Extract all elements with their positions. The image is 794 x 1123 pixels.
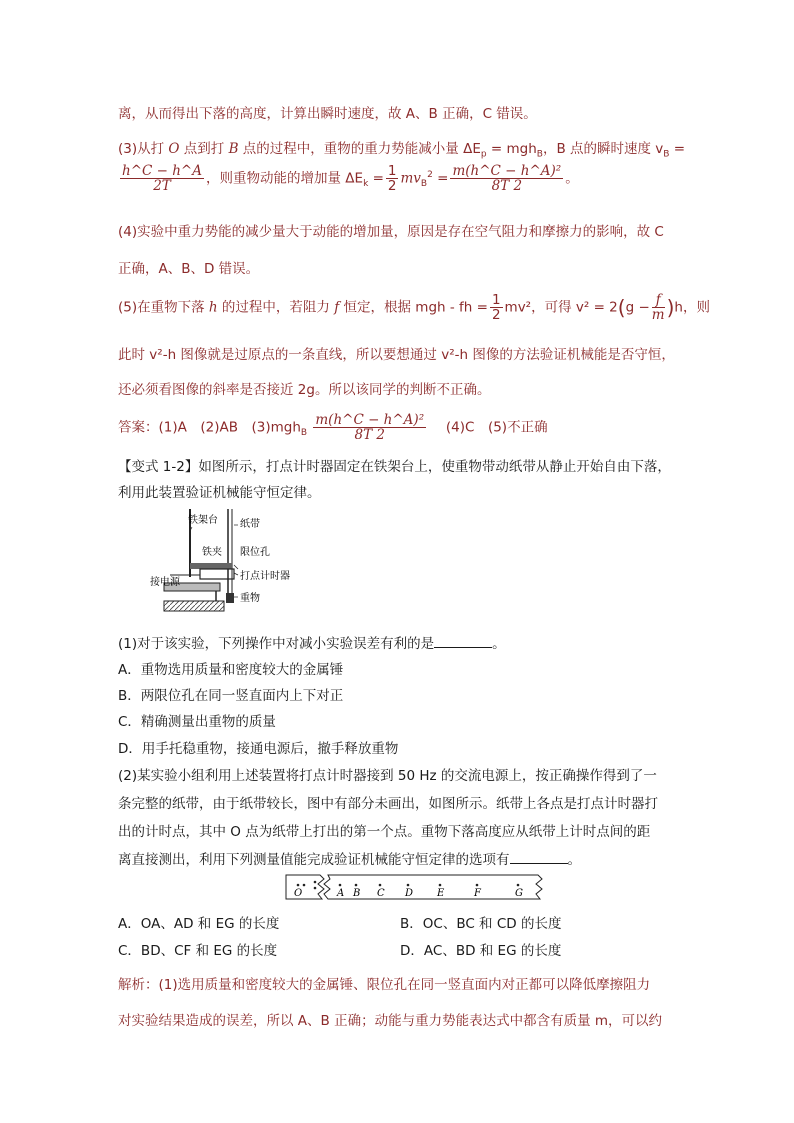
tape-dot [439, 884, 442, 887]
tape-point-label: C [377, 888, 385, 899]
option-c: C．BD、CF 和 EG 的长度 [118, 943, 278, 959]
label-weight: 重物 [240, 593, 260, 604]
label-paper-tape: 纸带 [240, 519, 260, 530]
solution-part-4: (4)实验中重力势能的减少量大于动能的增加量，原因是存在空气阻力和摩擦力的影响，故 C [118, 224, 664, 240]
fraction: $\frac{\text{m(h\textasciicircum{}C − h\textasciicircum{}A)²}}{8T 2}$ [452, 163, 562, 194]
label-iron-clamp: 铁夹 [202, 547, 222, 558]
solution-line: 离，从而得出下落的高度，计算出瞬时速度，故 A、B 正确，C 错误。 [118, 106, 537, 122]
tape-point-label: O [294, 888, 303, 899]
tape-dot [339, 884, 342, 887]
paper-tape-figure [284, 873, 546, 903]
label-iron-stand: 铁架台 [188, 515, 218, 526]
label-timer: 打点计时器 [240, 571, 290, 582]
analysis-line: 对实验结果造成的误差，所以 A、B 正确；动能与重力势能表达式中都含有质量 m，可以约 [118, 1013, 663, 1029]
answer-line: 答案：(1)A (2)AB (3)mgh$_B$ $\frac{\text{m(h\textasciicircum{}C − h\textasciicircum{}A)²}}{8T 2}$ (4)C (5)不正确 [118, 412, 548, 443]
iron-clamp [190, 563, 232, 569]
option-d: D．用手托稳重物，接通电源后，撤手释放重物 [118, 741, 399, 757]
table [164, 601, 224, 611]
leader-line [234, 565, 238, 569]
fraction: $\frac{\text{m(h\textasciicircum{}C − h\textasciicircum{}A)²}}{8T 2}$ [315, 412, 425, 443]
question-2-cont: 条完整的纸带，由于纸带较长，图中有部分未画出，如图所示。纸带上各点是打点计时器打 [118, 796, 658, 812]
tape-point-label: E [437, 888, 445, 899]
fraction: $\frac{1}{2}$ [387, 163, 397, 194]
option-b: B．OC、BC 和 CD 的长度 [400, 916, 562, 932]
tape-dot [303, 884, 306, 887]
timer-body [200, 569, 234, 579]
option-d: D．AC、BD 和 EG 的长度 [400, 943, 562, 959]
question-2: (2)某实验小组利用上述装置将打点计时器接到 50 Hz 的交流电源上，按正确操作得到了一 [118, 768, 657, 784]
fraction: $\frac{f}{m}$ [651, 292, 665, 323]
tape-dot [355, 884, 358, 887]
tape-dot [517, 884, 520, 887]
solution-part-5-cont: 此时 v²-h 图像就是过原点的一条直线，所以要想通过 v²-h 图像的方法验证机械能是否守恒， [118, 347, 675, 363]
tape-dot [297, 884, 300, 887]
tape-point-label: D [405, 888, 414, 899]
question-1: (1)对于该实验，下列操作中对减小实验误差有利的是 。 [118, 636, 506, 652]
fraction: $\frac{1}{2}$ [491, 292, 501, 323]
weight [226, 593, 234, 603]
tape-dot [476, 884, 479, 887]
variant-heading: 【变式 1-2】如图所示，打点计时器固定在铁架台上，使重物带动纸带从静止开始自由下落， [118, 459, 671, 475]
option-b: B．两限位孔在同一竖直面内上下对正 [118, 688, 344, 704]
tape-point-label: B [353, 888, 361, 899]
solution-part-5: (5)在重物下落 h 的过程中，若阻力 f 恒定，根据 mgh - fh = $\frac{1}{2}$ mv²，可得 v² = 2(g − $\frac{f}{m}$ )h，则 [118, 292, 710, 323]
tape-point-label: F [474, 888, 481, 899]
option-a: A．重物选用质量和密度较大的金属锤 [118, 662, 344, 678]
tape-left-segment [286, 875, 324, 899]
solution-part-4-cont: 正确，A、B、D 错误。 [118, 261, 260, 277]
apparatus-figure [140, 505, 290, 618]
option-a: A．OA、AD 和 EG 的长度 [118, 916, 280, 932]
label-power: 接电源 [150, 577, 180, 588]
tape-dot [314, 881, 317, 884]
solution-part-3-formula: $\frac{h\^{}C - h\^{}A}{2T}$ ，则重物动能的增加量 $\Delta E_k$ = $\frac{1}{2}$ $mv_B^2$ = $\frac{\text{m(h\textasciicircum{}C − h\textasciicircum{}A)²}}{8T 2}$ 。 [122, 163, 579, 194]
answer-blank [434, 635, 492, 648]
leader-line [234, 573, 238, 575]
tape-dot [314, 887, 317, 890]
tape-dot [407, 884, 410, 887]
option-c: C．精确测量出重物的质量 [118, 714, 276, 730]
solution-part-5-cont2: 还必须看图像的斜率是否接近 2g。所以该同学的判断不正确。 [118, 382, 491, 398]
question-2-cont: 出的计时点，其中 O 点为纸带上打出的第一个点。重物下落高度应从纸带上计时点间的距 [118, 824, 651, 840]
analysis-line: 解析：(1)选用质量和密度较大的金属锤、限位孔在同一竖直面内对正都可以降低摩擦阻力 [118, 977, 651, 993]
tape-point-label: G [515, 888, 523, 899]
tape-dot [379, 884, 382, 887]
answer-blank [510, 851, 568, 864]
variant-text: 利用此装置验证机械能守恒定律。 [118, 485, 321, 501]
label-limit-hole: 限位孔 [240, 547, 270, 558]
tape-point-label: A [337, 888, 345, 899]
question-2-cont: 离直接测出，利用下列测量值能完成验证机械能守恒定律的选项有 。 [118, 852, 581, 868]
fraction: $\frac{h\^{}C - h\^{}A}{2T}$ [122, 163, 202, 194]
solution-part-3: (3)从打 O 点到打 B 点的过程中，重物的重力势能减小量 $\Delta E_p = mgh_B$，B 点的瞬时速度 $v_B$ = [118, 141, 686, 160]
